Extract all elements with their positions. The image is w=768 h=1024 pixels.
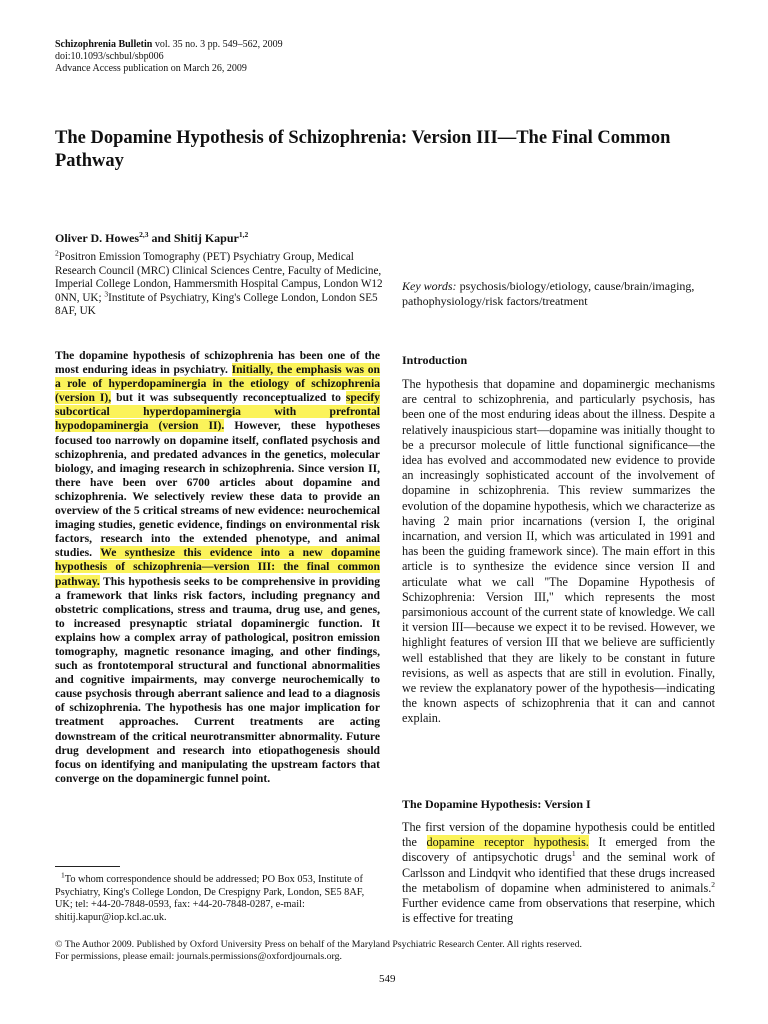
journal-header [55, 39, 283, 75]
version-one-heading: The Dopamine Hypothesis: Version I [402, 797, 591, 811]
journal-info: vol. 35 no. 3 pp. 549–562, 2009 [152, 39, 283, 50]
publication-date: Advance Access publication on March 26, 2009 [55, 63, 247, 74]
abstract-text: However, these hypotheses focused too narrowly on dopamine itself, conflated psychosis and schizophrenia, and predated advances in the genetics, molecular biology, and imaging research in schizophrenia. Since version II, there have been over 6700 articles about dopamine and schizophrenia. We selectively review these data to provide an overview of the 5 critical streams of new evidence: neurochemical imaging studies, genetic evidence, findings on environmental risk factors, research into the extended phenotype, and animal studies. [55, 419, 380, 560]
affil-marker-2: 2 [55, 248, 59, 258]
author-kapur-affil: 1,2 [238, 230, 249, 239]
affiliation-pet-group: Positron Emission Tomography (PET) Psychiatry Group, Medical Research Council (MRC) Clinical Sciences Centre, Faculty of Medicine, Imperial College London, Hammersmith Hospital Campus, London W12 0NN, UK; [55, 251, 383, 304]
doi: doi:10.1093/schbul/sbp006 [55, 51, 164, 62]
journal-citation [55, 39, 283, 51]
affiliations [55, 248, 385, 319]
copyright-line: © The Author 2009. Published by Oxford University Press on behalf of the Maryland Psychiatric Research Center. All rights reserved. [55, 939, 582, 950]
highlight-version-three: We synthesize this evidence into a new dopamine hypothesis of schizophrenia—version III: the final common pathway. [55, 546, 380, 588]
affil-marker-3: 3 [104, 289, 109, 299]
keywords [402, 279, 715, 309]
abstract-text: but it was subsequently reconceptualized to [111, 391, 346, 405]
permissions-line: For permissions, please email: journals.permissions@oxfordjournals.org. [55, 951, 342, 962]
authors [55, 231, 248, 246]
abstract-text: This hypothesis seeks to be comprehensive in providing a framework that links risk factors, including pregnancy and obstetric complications, stress and trauma, drug use, and genes, to increased presynaptic striatal dopaminergic function. It explains how a complex array of pathological, positron emission tomography, magnetic resonance imaging, and other findings, such as frontotemporal structural and functional abnormalities and cognitive impairments, may converge neurochemically to cause psychosis through aberrant salience and lead to a diagnosis of schizophrenia. The hypothesis has one major implication for treatment approaches. Current treatments are acting downstream of the critical neurotransmitter abnormality. Future drug development and research into etiopathogenesis should focus on identifying and manipulating the upstream factors that converge on the dopaminergic funnel point. [55, 574, 380, 785]
affiliation-iop: Institute of Psychiatry, King's College London, London SE5 8AF, UK [55, 291, 378, 318]
keywords-list: psychosis/biology/etiology, cause/brain/imaging, pathophysiology/risk factors/treatment [402, 279, 695, 308]
footnote-divider [55, 866, 120, 867]
abstract [55, 349, 380, 786]
reference-marker: 1 [571, 849, 576, 859]
footnote-text: To whom correspondence should be addressed; PO Box 053, Institute of Psychiatry, King's College London, De Crespigny Park, London, SE5 8AF, UK; tel: +44-20-7848-0593, fax: +44-20-7848-0287, e-mail: shitij.kapur@iop.kcl.ac.uk. [55, 874, 365, 923]
article-title: The Dopamine Hypothesis of Schizophrenia: Version III—The Final Common Pathway [55, 128, 671, 171]
author-conjunction: and [148, 231, 174, 245]
keywords-label: Key words: [402, 279, 457, 293]
body-text: Further evidence came from observations that reserpine, which is effective for treating [402, 896, 715, 926]
body-text: It emerged from the discovery of antipsychotic drugs [402, 835, 716, 865]
page-number: 549 [379, 973, 396, 985]
journal-name: Schizophrenia Bulletin [55, 39, 153, 50]
version-one-text [402, 820, 715, 926]
body-text: and the seminal work of Carlsson and Lindqvit who identified that these drugs increased the metabolism of dopamine when administered to animals. [402, 850, 715, 895]
introduction-heading: Introduction [402, 353, 468, 367]
highlight-receptor-hypothesis: dopamine receptor hypothesis. [426, 835, 589, 850]
introduction-text: The hypothesis that dopamine and dopaminergic mechanisms are central to schizophrenia, and particularly psychosis, has been one of the most enduring ideas about the illness. Despite a relatively inauspicious start—dopamine was initially thought to be a precursor molecule of little functional significance—the idea has evolved and accommodated new evidence to provide an increasingly sophisticated account of the involvement of dopamine in schizophrenia. This review summarizes the evolution of the dopamine hypothesis, which we characterize as having 2 main prior incarnations (version I, the original incarnation, and version II, which was articulated in 1991 and has been the guiding framework since). The main effort in this article is to synthesize the evidence since version II and articulate what we call ''The Dopamine Hypothesis of Schizophrenia: Version III,'' which represents the most parsimonious account of the current state of knowledge. We call it version III—because we expect it to be revised. However, we highlight features of version III that we believe are sufficiently well established that they are likely to be constant in future revisions, as well as aspects that are still in evolution. Finally, we review the explanatory power of the hypothesis—indicating the known aspects of schizophrenia that it can and cannot explain. [402, 377, 715, 726]
highlight-version-two: specify subcortical hyperdopaminergia with prefrontal hypodopaminergia (version II). [55, 391, 380, 433]
correspondence-footnote [55, 870, 380, 924]
abstract-text: The dopamine hypothesis of schizophrenia has been one of the most enduring ideas in psychiatry. [55, 349, 380, 377]
highlight-version-one: Initially, the emphasis was on a role of hyperdopaminergia in the etiology of schizophrenia (version I), [55, 363, 380, 405]
footnote-marker: 1 [61, 870, 65, 880]
author-kapur: Shitij Kapur [173, 231, 239, 245]
body-text: The first version of the dopamine hypothesis could be entitled the [402, 820, 715, 850]
copyright-notice [55, 939, 715, 963]
reference-marker: 2 [711, 879, 715, 889]
author-howes: Oliver D. Howes [55, 231, 140, 245]
author-howes-affil: 2,3 [139, 230, 149, 239]
